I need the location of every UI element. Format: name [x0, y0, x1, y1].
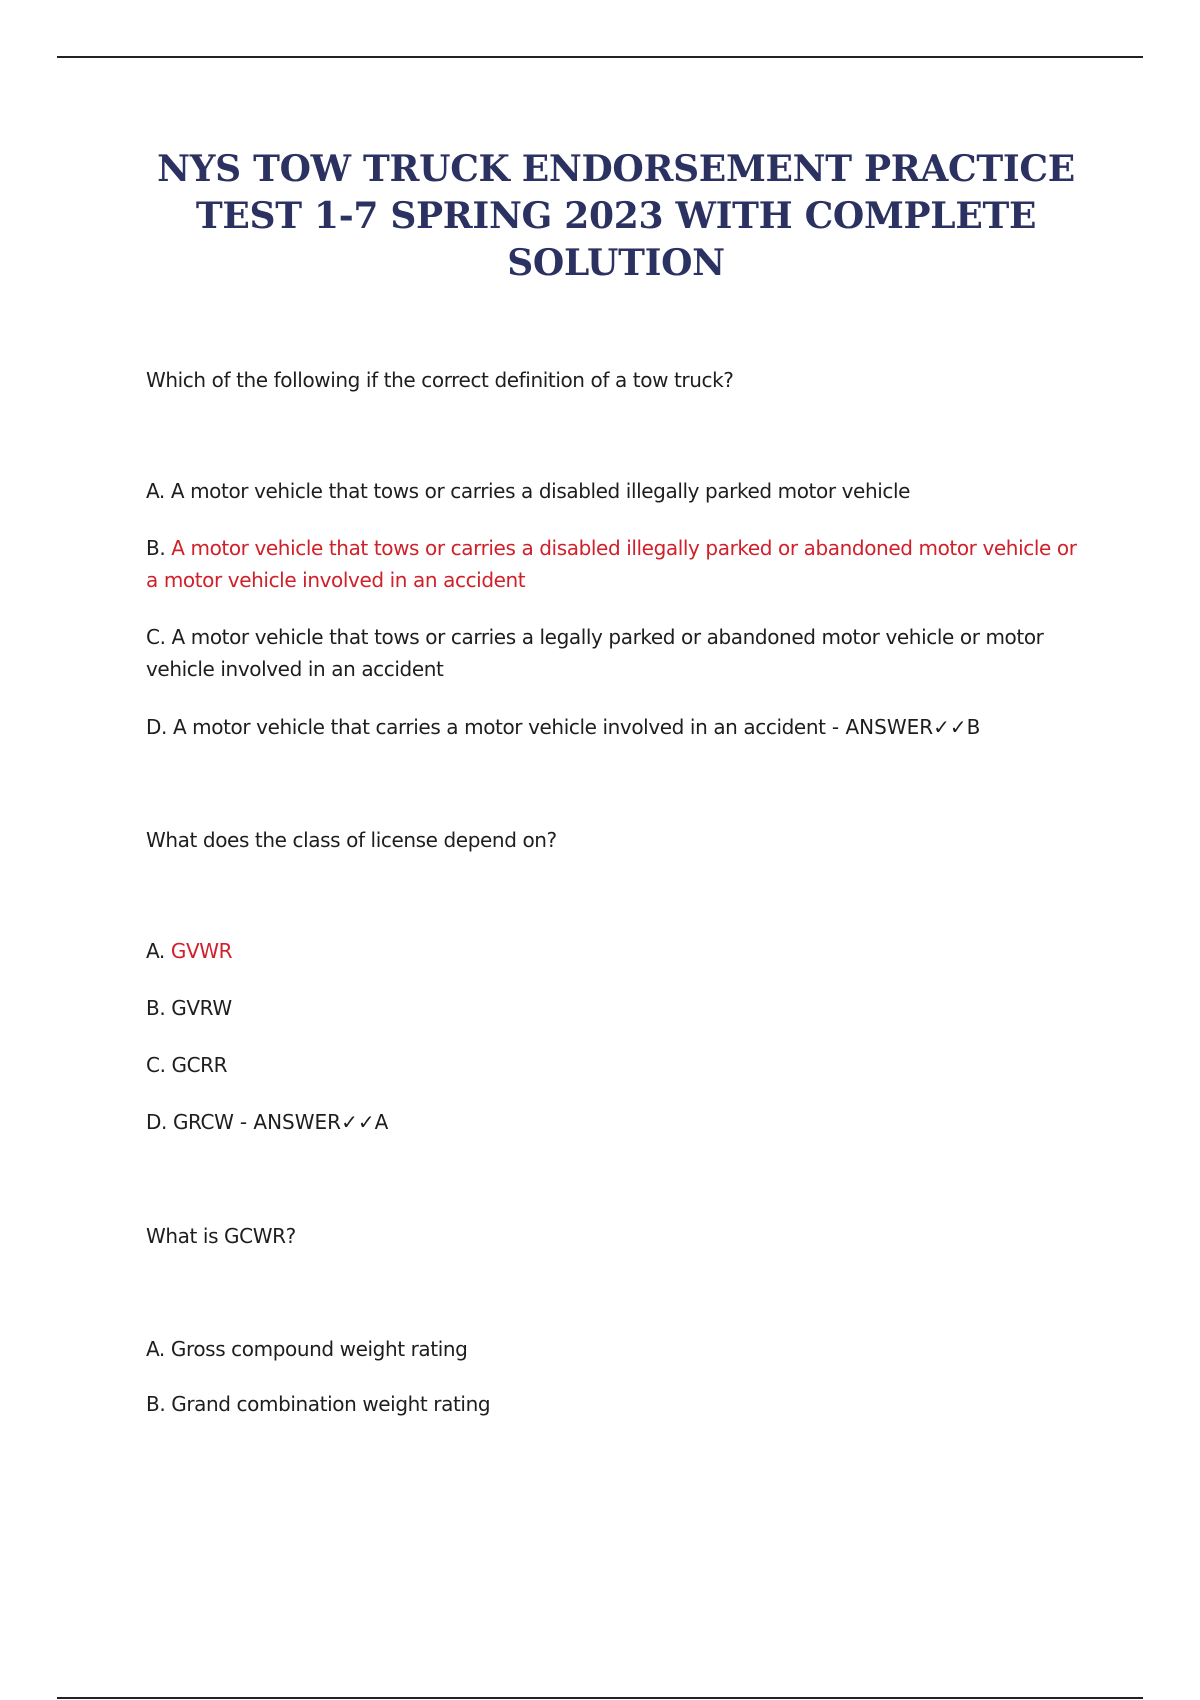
option-letter: D.	[146, 715, 167, 739]
option-text: GRCW	[172, 1110, 234, 1134]
option-text: GCRR	[171, 1053, 228, 1077]
option-letter: A.	[146, 479, 165, 503]
option-letter: B.	[146, 1392, 166, 1416]
correct-option-text: GVWR	[170, 939, 233, 963]
option-text: GVRW	[171, 996, 232, 1020]
question-2-option-a	[146, 935, 1086, 967]
document-title: NYS TOW TRUCK ENDORSEMENT PRACTICE TEST 1-7 SPRING 2023 WITH COMPLETE SOLUTION	[157, 148, 1075, 284]
option-letter: B.	[146, 996, 166, 1020]
question-1-option-d	[146, 711, 1086, 743]
answer-key: - ANSWER✓✓A	[233, 1110, 389, 1134]
option-letter: A.	[146, 1337, 165, 1361]
answer-key: - ANSWER✓✓B	[825, 715, 981, 739]
question-3-option-a	[146, 1333, 1086, 1365]
question-3-option-b	[146, 1388, 1086, 1420]
option-letter: B.	[146, 536, 166, 560]
option-text: A motor vehicle that tows or carries a disabled illegally parked motor vehicle	[170, 479, 911, 503]
question-2-option-d	[146, 1106, 1086, 1138]
question-2-option-c	[146, 1049, 1086, 1081]
option-letter: C.	[146, 625, 166, 649]
option-text: Grand combination weight rating	[171, 1392, 491, 1416]
question-3-prompt: What is GCWR?	[146, 1224, 296, 1248]
correct-option-text: A motor vehicle that tows or carries a disabled illegally parked or abandoned motor vehicle or a motor vehicle involved in an accident	[146, 536, 1077, 592]
question-1-prompt: Which of the following if the correct definition of a tow truck?	[146, 368, 734, 392]
question-1-option-c	[146, 621, 1086, 685]
option-text: Gross compound weight rating	[170, 1337, 468, 1361]
question-2-option-b	[146, 992, 1086, 1024]
option-letter: C.	[146, 1053, 166, 1077]
question-1-option-a	[146, 475, 1086, 507]
question-1-option-b	[146, 532, 1086, 596]
question-2-prompt: What does the class of license depend on?	[146, 828, 557, 852]
option-letter: D.	[146, 1110, 167, 1134]
top-rule	[57, 56, 1143, 58]
option-text: A motor vehicle that tows or carries a legally parked or abandoned motor vehicle or motor vehicle involved in an accident	[146, 625, 1044, 681]
option-letter: A.	[146, 939, 165, 963]
option-text: A motor vehicle that carries a motor vehicle involved in an accident	[172, 715, 826, 739]
bottom-rule	[57, 1697, 1143, 1699]
